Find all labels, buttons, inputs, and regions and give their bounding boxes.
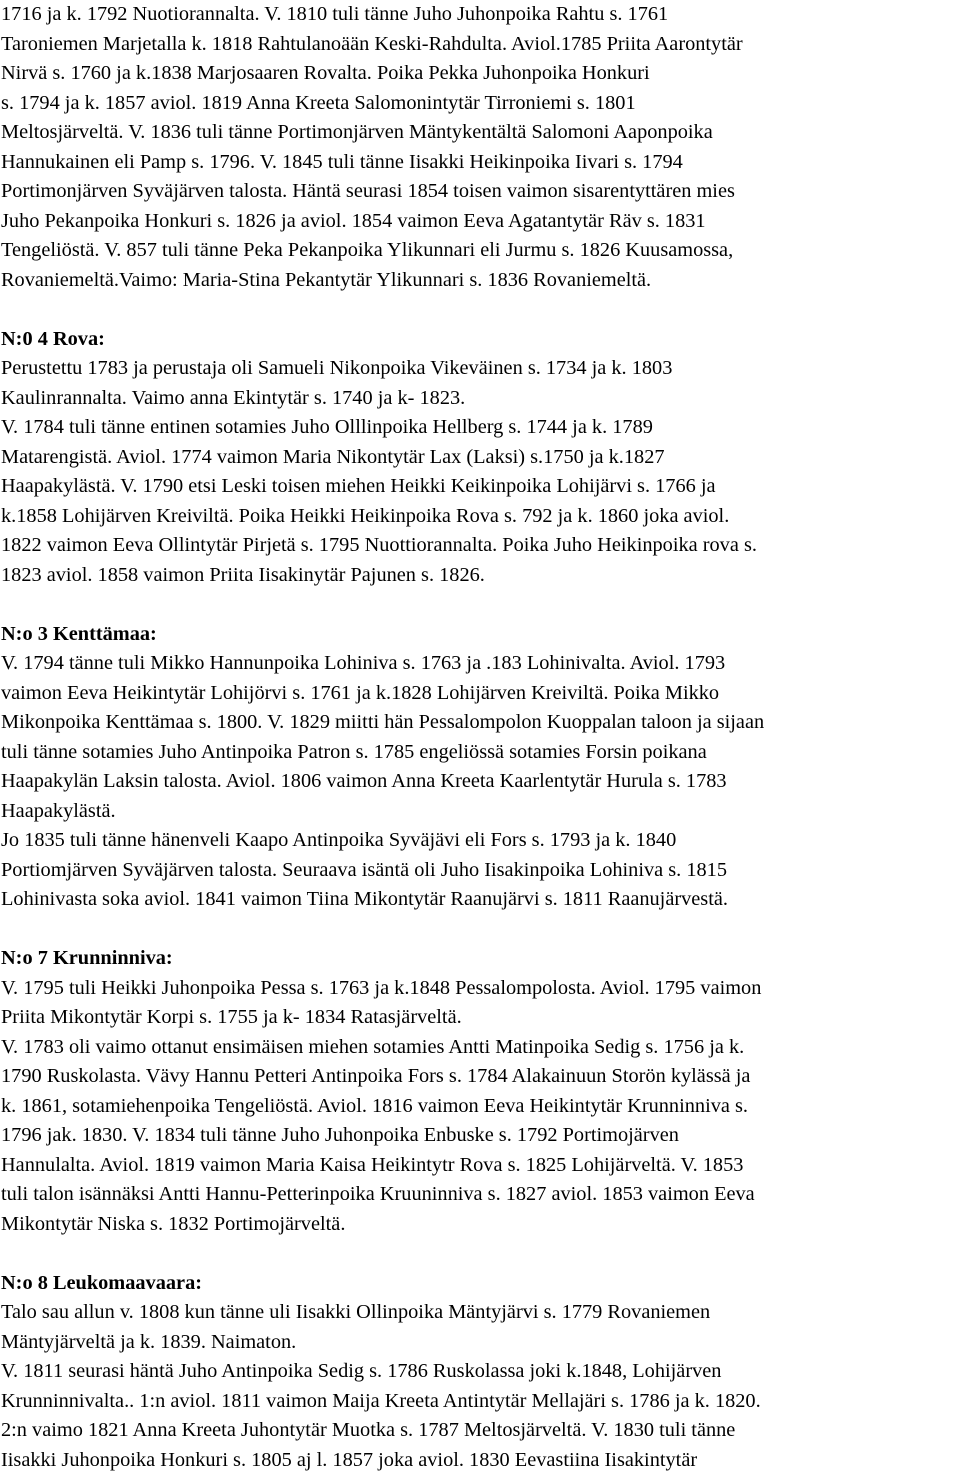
- text-line: Perustettu 1783 ja perustaja oli Samueli Nikonpoika Vikeväinen s. 1734 ja k. 1803: [1, 354, 957, 384]
- text-line: Jo 1835 tuli tänne hänenveli Kaapo Antinpoika Syväjävi eli Fors s. 1793 ja k. 1840: [1, 826, 957, 856]
- text-line: Hannulalta. Aviol. 1819 vaimon Maria Kaisa Heikintytr Rova s. 1825 Lohijärveltä. V. 1853: [1, 1151, 957, 1181]
- text-line: V. 1784 tuli tänne entinen sotamies Juho Olllinpoika Hellberg s. 1744 ja k. 1789: [1, 413, 957, 443]
- text-line: Portiomjärven Syväjärven talosta. Seuraava isäntä oli Juho Iisakinpoika Lohiniva s. 1815: [1, 856, 957, 886]
- paragraph-spacer: [1, 915, 960, 945]
- text-line: Lohinivasta soka aviol. 1841 vaimon Tiina Mikontytär Raanujärvi s. 1811 Raanujärvestä.: [1, 885, 957, 915]
- text-line: V. 1794 tänne tuli Mikko Hannunpoika Lohiniva s. 1763 ja .183 Lohinivalta. Aviol. 1793: [1, 649, 957, 679]
- text-line: s. 1794 ja k. 1857 aviol. 1819 Anna Kreeta Salomonintytär Tirroniemi s. 1801: [1, 89, 957, 119]
- text-line: Haapakylästä.: [1, 797, 957, 827]
- text-line: 1716 ja k. 1792 Nuotiorannalta. V. 1810 tuli tänne Juho Juhonpoika Rahtu s. 1761: [1, 0, 957, 30]
- text-line: Krunninnivalta.. 1:n aviol. 1811 vaimon Maija Kreeta Antintytär Mellajäri s. 1786 ja k. 1820.: [1, 1387, 957, 1417]
- text-line: Portimonjärven Syväjärven talosta. Häntä seurasi 1854 toisen vaimon sisarentyttären mies: [1, 177, 957, 207]
- paragraph-spacer: [1, 1239, 960, 1269]
- section-4: [1, 1239, 960, 1475]
- text-line: V. 1795 tuli Heikki Juhonpoika Pessa s. 1763 ja k.1848 Pessalompolosta. Aviol. 1795 vaimon: [1, 974, 957, 1004]
- section-heading: N:o 7 Krunninniva:: [1, 944, 957, 974]
- paragraph-spacer: [1, 295, 960, 325]
- text-line: tuli tänne sotamies Juho Antinpoika Patron s. 1785 engeliössä sotamies Forsin poikana: [1, 738, 957, 768]
- text-line: V. 1811 seurasi häntä Juho Antinpoika Sedig s. 1786 Ruskolassa joki k.1848, Lohijärven: [1, 1357, 957, 1387]
- text-line: Mäntyjärveltä ja k. 1839. Naimaton.: [1, 1328, 957, 1358]
- text-line: k.1858 Lohijärven Kreiviltä. Poika Heikki Heikinpoika Rova s. 792 ja k. 1860 joka aviol.: [1, 502, 957, 532]
- section-heading: N:o 3 Kenttämaa:: [1, 620, 957, 650]
- text-line: 1823 aviol. 1858 vaimon Priita Iisakinytär Pajunen s. 1826.: [1, 561, 957, 591]
- text-line: Talo sau allun v. 1808 kun tänne uli Iisakki Ollinpoika Mäntyjärvi s. 1779 Rovaniemen: [1, 1298, 957, 1328]
- text-line: 1796 jak. 1830. V. 1834 tuli tänne Juho Juhonpoika Enbuske s. 1792 Portimojärven: [1, 1121, 957, 1151]
- section-heading: N:0 4 Rova:: [1, 325, 957, 355]
- text-line: Kaulinrannalta. Vaimo anna Ekintytär s. 1740 ja k- 1823.: [1, 384, 957, 414]
- text-line: Juho Pekanpoika Honkuri s. 1826 ja aviol. 1854 vaimon Eeva Agatantytär Räv s. 1831: [1, 207, 957, 237]
- paragraph-spacer: [1, 590, 960, 620]
- text-line: tuli talon isännäksi Antti Hannu-Petterinpoika Kruuninniva s. 1827 aviol. 1853 vaimon Eeva: [1, 1180, 957, 1210]
- section-heading: N:o 8 Leukomaavaara:: [1, 1269, 957, 1299]
- text-line: Mikontytär Niska s. 1832 Portimojärveltä.: [1, 1210, 957, 1240]
- text-line: Haapakylän Laksin talosta. Aviol. 1806 vaimon Anna Kreeta Kaarlentytär Hurula s. 1783: [1, 767, 957, 797]
- text-line: k. 1861, sotamiehenpoika Tengeliöstä. Aviol. 1816 vaimon Eeva Heikintytär Krunninniva s.: [1, 1092, 957, 1122]
- text-line: vaimon Eeva Heikintytär Lohijörvi s. 1761 ja k.1828 Lohijärven Kreiviltä. Poika Mikko: [1, 679, 957, 709]
- section-3: [1, 915, 960, 1240]
- text-line: 1790 Ruskolasta. Vävy Hannu Petteri Antinpoika Fors s. 1784 Alakainuun Storön kylässä ja: [1, 1062, 957, 1092]
- text-line: 1822 vaimon Eeva Ollintytär Pirjetä s. 1795 Nuottiorannalta. Poika Juho Heikinpoika rova s.: [1, 531, 957, 561]
- text-line: Hannukainen eli Pamp s. 1796. V. 1845 tuli tänne Iisakki Heikinpoika Iivari s. 1794: [1, 148, 957, 178]
- section-0: [1, 0, 960, 295]
- text-line: Tengeliöstä. V. 857 tuli tänne Peka Pekanpoika Ylikunnari eli Jurmu s. 1826 Kuusamossa,: [1, 236, 957, 266]
- text-line: Iisakki Juhonpoika Honkuri s. 1805 aj l. 1857 joka aviol. 1830 Eevastiina Iisakintytär: [1, 1446, 957, 1475]
- text-line: Taroniemen Marjetalla k. 1818 Rahtulanoään Keski-Rahdulta. Aviol.1785 Priita Aarontytär: [1, 30, 957, 60]
- text-line: Meltosjärveltä. V. 1836 tuli tänne Portimonjärven Mäntykentältä Salomoni Aaponpoika: [1, 118, 957, 148]
- section-1: [1, 295, 960, 590]
- text-line: Matarengistä. Aviol. 1774 vaimon Maria Nikontytär Lax (Laksi) s.1750 ja k.1827: [1, 443, 957, 473]
- text-line: Priita Mikontytär Korpi s. 1755 ja k- 1834 Ratasjärveltä.: [1, 1003, 957, 1033]
- text-line: 2:n vaimo 1821 Anna Kreeta Juhontytär Muotka s. 1787 Meltosjärveltä. V. 1830 tuli tänne: [1, 1416, 957, 1446]
- text-line: Nirvä s. 1760 ja k.1838 Marjosaaren Rovalta. Poika Pekka Juhonpoika Honkuri: [1, 59, 957, 89]
- text-line: V. 1783 oli vaimo ottanut ensimäisen miehen sotamies Antti Matinpoika Sedig s. 1756 ja k.: [1, 1033, 957, 1063]
- text-line: Rovaniemeltä.Vaimo: Maria-Stina Pekantytär Ylikunnari s. 1836 Rovaniemeltä.: [1, 266, 957, 296]
- section-2: [1, 590, 960, 915]
- text-line: Haapakylästä. V. 1790 etsi Leski toisen miehen Heikki Keikinpoika Lohijärvi s. 1766 ja: [1, 472, 957, 502]
- text-line: Mikonpoika Kenttämaa s. 1800. V. 1829 miitti hän Pessalompolon Kuoppalan taloon ja sijaan: [1, 708, 957, 738]
